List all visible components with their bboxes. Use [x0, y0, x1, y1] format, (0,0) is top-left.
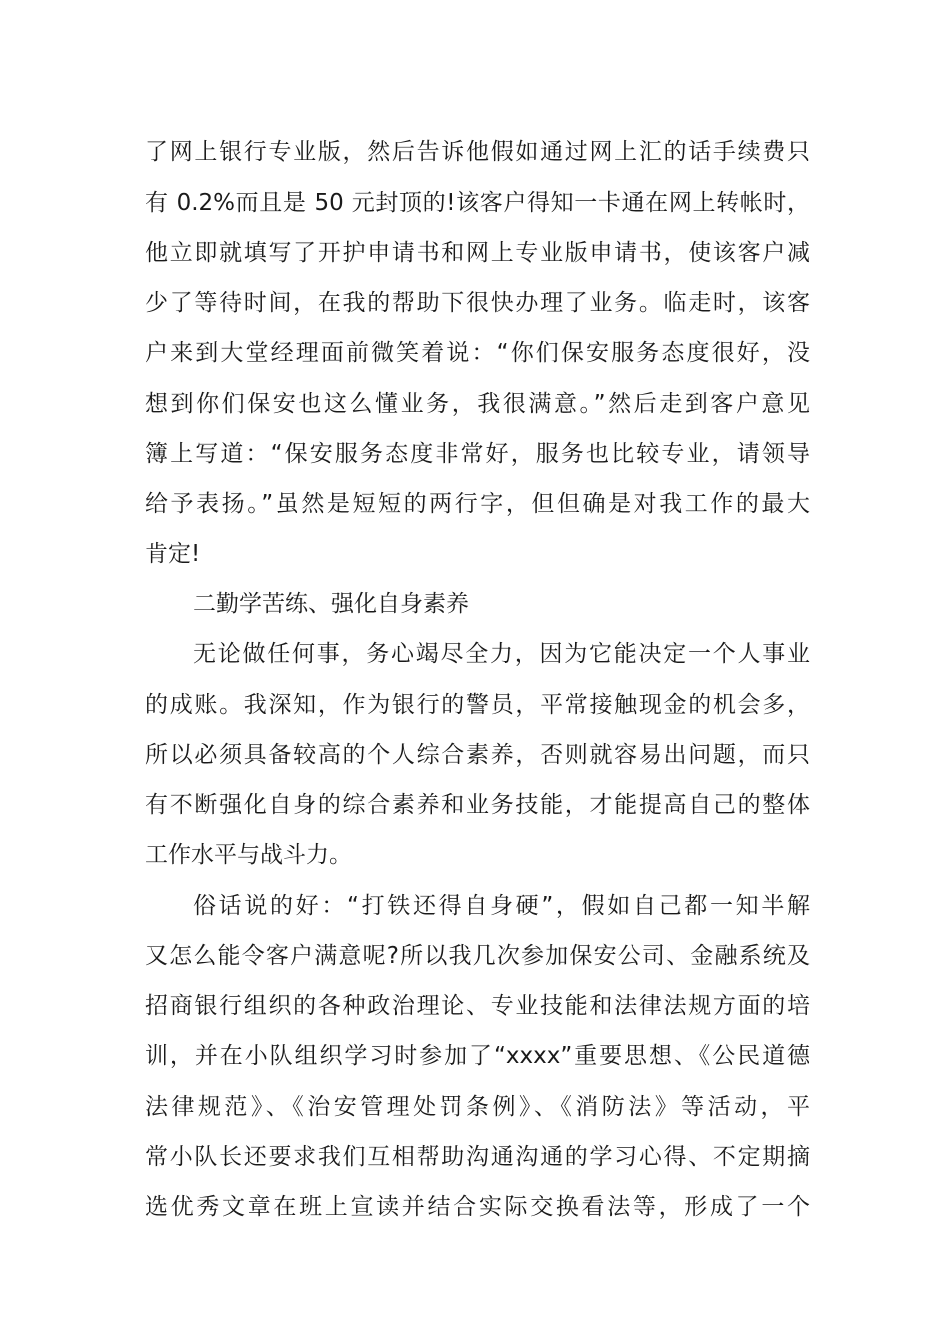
text-line: 他立即就填写了开护申请书和网上专业版申请书，使该客户减 — [145, 240, 810, 266]
text-line: 户来到大堂经理面前微笑着说：“你们保安服务态度很好，没 — [145, 340, 810, 366]
section-heading: 二勤学苦练、强化自身素养 — [193, 591, 469, 617]
text-line: 法律规范》、《治安管理处罚条例》、《消防法》等活动，平 — [145, 1094, 810, 1120]
text-line: 又怎么能令客户满意呢?所以我几次参加保安公司、金融系统及 — [145, 943, 810, 969]
text-line: 有不断强化自身的综合素养和业务技能，才能提高自己的整体 — [145, 792, 810, 818]
text-line: 肯定! — [145, 541, 201, 567]
text-line: 有 0.2%而且是 50 元封顶的!该客户得知一卡通在网上转帐时， — [145, 190, 810, 216]
text-line: 工作水平与战斗力。 — [145, 842, 352, 868]
text-line: 的成账。我深知，作为银行的警员，平常接触现金的机会多， — [145, 692, 810, 718]
text-line: 无论做任何事，务心竭尽全力，因为它能决定一个人事业 — [193, 641, 810, 667]
text-line: 常小队长还要求我们互相帮助沟通沟通的学习心得、不定期摘 — [145, 1144, 810, 1170]
text-line: 所以必须具备较高的个人综合素养，否则就容易出问题，而只 — [145, 742, 810, 768]
text-line: 给予表扬。”虽然是短短的两行字，但但确是对我工作的最大 — [145, 491, 810, 517]
text-line: 簿上写道：“保安服务态度非常好，服务也比较专业，请领导 — [145, 441, 810, 467]
text-line: 少了等待时间，在我的帮助下很快办理了业务。临走时，该客 — [145, 290, 810, 316]
text-line: 想到你们保安也这么懂业务，我很满意。”然后走到客户意见 — [145, 391, 810, 417]
text-line: 训，并在小队组织学习时参加了“xxxx”重要思想、《公民道德 — [145, 1043, 810, 1069]
text-line: 选优秀文章在班上宣读并结合实际交换看法等，形成了一个 — [145, 1194, 810, 1220]
text-line: 俗话说的好：“打铁还得自身硬”，假如自己都一知半解 — [193, 893, 810, 919]
text-line: 招商银行组织的各种政治理论、专业技能和法律法规方面的培 — [145, 993, 810, 1019]
text-line: 了网上银行专业版，然后告诉他假如通过网上汇的话手续费只 — [145, 139, 810, 165]
